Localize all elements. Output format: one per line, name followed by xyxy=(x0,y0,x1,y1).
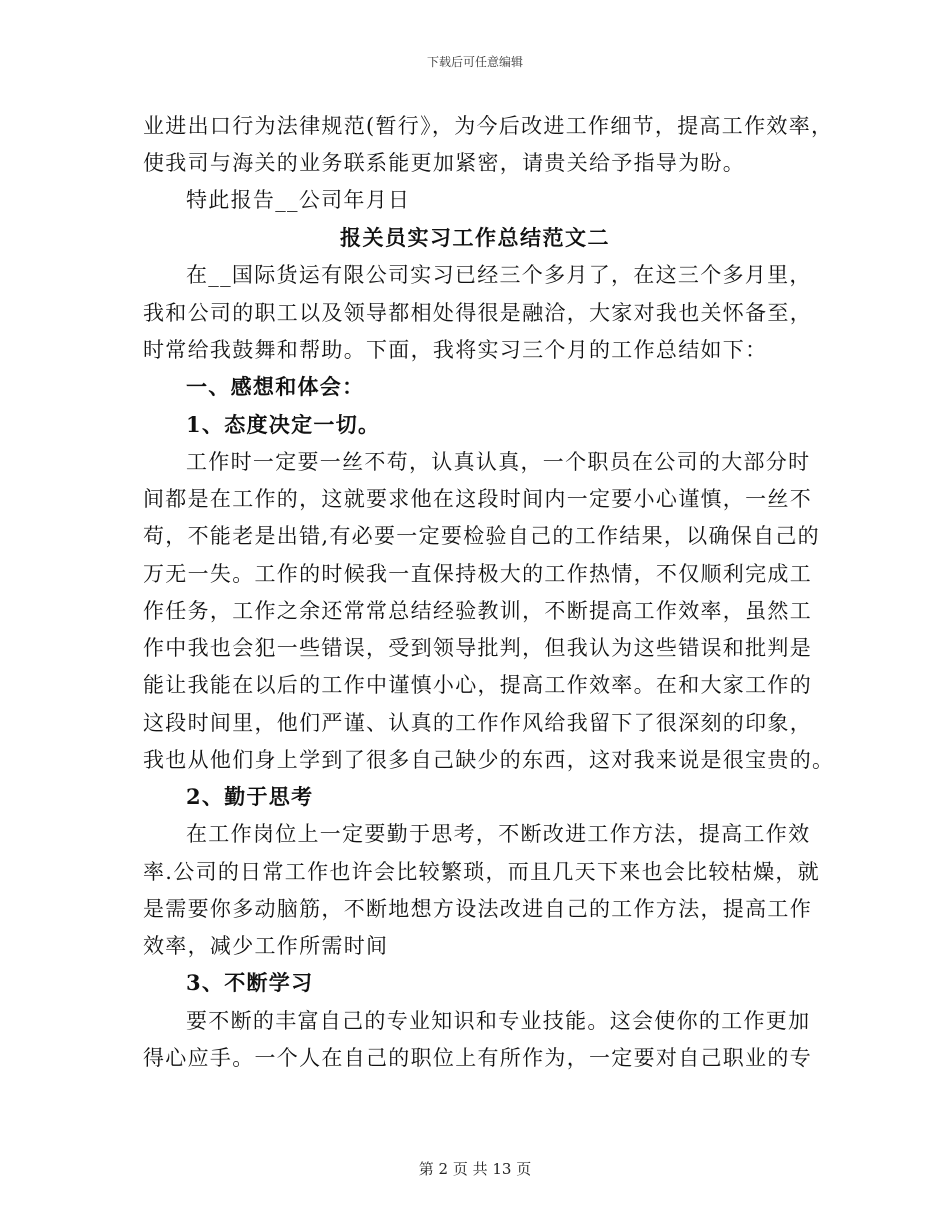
subheading-1: 1、态度决定一切。 xyxy=(186,412,381,437)
text-line: 特此报告__公司年月日 xyxy=(186,188,411,212)
subheading-2: 2、勤于思考 xyxy=(186,784,314,809)
text-line: 在工作岗位上一定要勤于思考，不断改进工作方法，提高工作效 xyxy=(186,822,811,846)
text-line: 我和公司的职工以及领导都相处得很是融洽，大家对我也关怀备至， xyxy=(143,301,812,325)
text-line: 作任务，工作之余还常常总结经验教训，不断提高工作效率，虽然工 xyxy=(143,599,812,623)
text-line: 得心应手。一个人在自己的职位上有所作为，一定要对自己职业的专 xyxy=(143,1046,812,1070)
text-line: 在__国际货运有限公司实习已经三个多月了，在这三个多月里， xyxy=(186,263,812,287)
text-line: 业进出口行为法律规范(暂行》，为今后改进工作细节，提高工作效率， xyxy=(143,114,834,138)
heading-1: 一、感想和体会： xyxy=(186,374,365,399)
text-line: 苟，不能老是出错,有必要一定要检验自己的工作结果，以确保自己的 xyxy=(143,524,820,548)
text-line: 间都是在工作的，这就要求他在这段时间内一定要小心谨慎，一丝不 xyxy=(143,487,812,511)
page-header: 下载后可任意编辑 xyxy=(426,55,523,69)
text-line: 时常给我鼓舞和帮助。下面，我将实习三个月的工作总结如下： xyxy=(143,338,768,362)
text-line: 效率，减少工作所需时间 xyxy=(143,934,389,958)
text-line: 要不断的丰富自己的专业知识和专业技能。这会使你的工作更加 xyxy=(186,1009,811,1033)
text-line: 万无一失。工作的时候我一直保持极大的工作热情，不仅顺利完成工 xyxy=(143,562,812,586)
text-line: 作中我也会犯一些错误，受到领导批判，但我认为这些错误和批判是 xyxy=(143,636,812,660)
text-line: 能让我能在以后的工作中谨慎小心，提高工作效率。在和大家工作的 xyxy=(143,673,812,697)
text-line: 使我司与海关的业务联系能更加紧密，请贵关给予指导为盼。 xyxy=(143,151,746,175)
text-line: 率.公司的日常工作也许会比较繁琐，而且几天下来也会比较枯燥，就 xyxy=(143,860,820,884)
text-line: 这段时间里，他们严谨、认真的工作作风给我留下了很深刻的印象， xyxy=(143,711,812,735)
text-line: 工作时一定要一丝不苟，认真认真，一个职员在公司的大部分时 xyxy=(186,450,811,474)
text-line: 我也从他们身上学到了很多自己缺少的东西，这对我来说是很宝贵的。 xyxy=(143,748,835,772)
page-footer: 第 2 页 共 13 页 xyxy=(418,1160,532,1178)
text-line: 是需要你多动脑筋，不断地想方设法改进自己的工作方法，提高工作 xyxy=(143,897,812,921)
subheading-3: 3、不断学习 xyxy=(186,970,314,995)
section-title: 报关员实习工作总结范文二 xyxy=(340,225,610,250)
